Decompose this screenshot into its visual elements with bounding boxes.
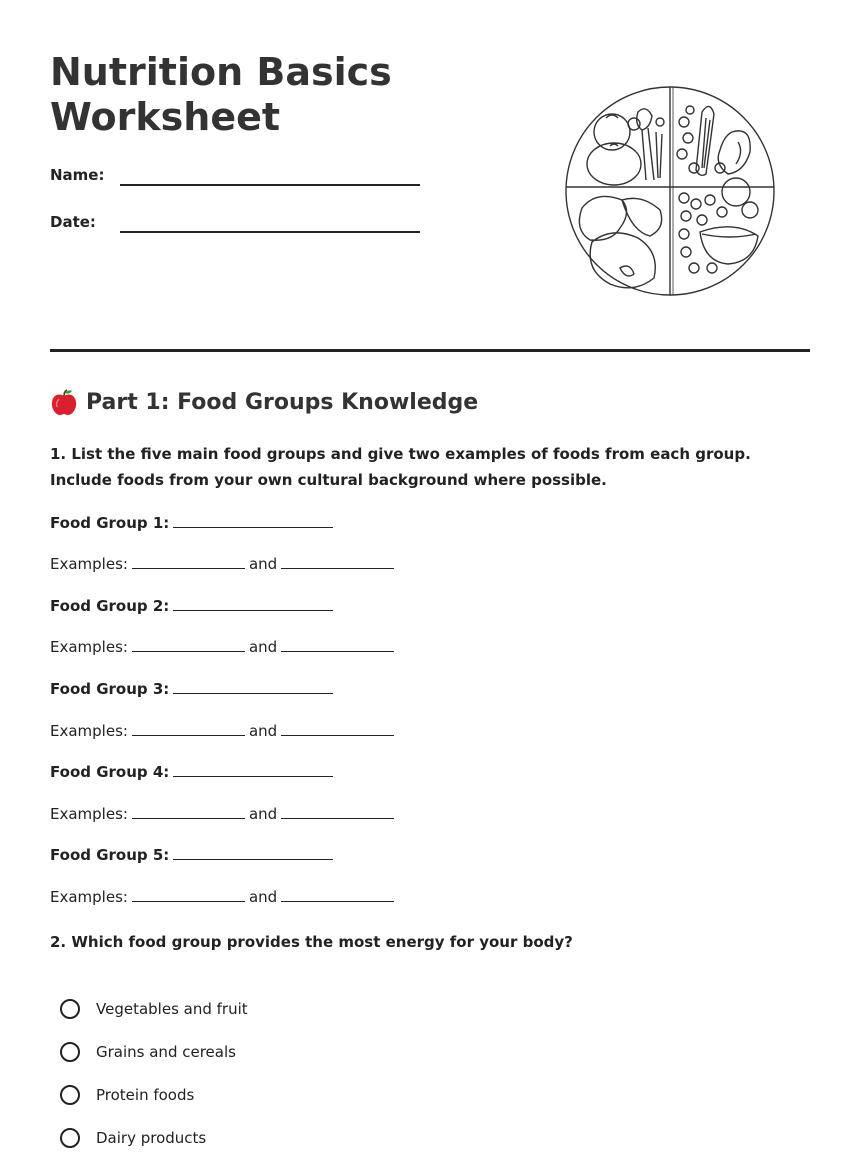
example-blank[interactable] (132, 637, 245, 652)
example-blank[interactable] (281, 804, 394, 819)
option-label: Protein foods (96, 1086, 195, 1104)
name-input-line[interactable] (120, 184, 420, 186)
examples-label: Examples: (50, 888, 128, 906)
food-group-3-row (50, 679, 333, 698)
date-input-line[interactable] (120, 231, 420, 233)
date-label: Date: (50, 213, 96, 231)
part-1-heading (50, 388, 478, 416)
food-group-label: Food Group 1: (50, 514, 170, 532)
examples-label: Examples: (50, 722, 128, 740)
example-blank[interactable] (132, 721, 245, 736)
examples-label: Examples: (50, 805, 128, 823)
example-blank[interactable] (132, 554, 245, 569)
examples-label: Examples: (50, 555, 128, 573)
food-group-label: Food Group 5: (50, 846, 170, 864)
name-label: Name: (50, 166, 105, 184)
food-group-label: Food Group 3: (50, 680, 170, 698)
and-text: and (248, 638, 278, 656)
question-2: 2. Which food group provides the most energy for your body? (50, 933, 573, 951)
and-text: and (248, 888, 278, 906)
food-plate-illustration (562, 82, 778, 300)
example-blank[interactable] (281, 637, 394, 652)
header-divider (50, 349, 810, 352)
examples-3-row (50, 721, 394, 740)
radio-button[interactable] (60, 1042, 80, 1062)
option-vegetables-fruit[interactable] (60, 996, 248, 1022)
title-line-2: Worksheet (50, 95, 281, 139)
radio-button[interactable] (60, 999, 80, 1019)
radio-button[interactable] (60, 1085, 80, 1105)
and-text: and (248, 555, 278, 573)
food-group-4-row (50, 762, 333, 781)
examples-5-row (50, 887, 394, 906)
examples-label: Examples: (50, 638, 128, 656)
apple-icon (50, 388, 78, 416)
question-1: 1. List the five main food groups and give two examples of foods from each group. Include foods from your own cultural background where possible. (50, 445, 751, 489)
food-group-2-row (50, 596, 333, 615)
radio-button[interactable] (60, 1128, 80, 1148)
food-group-3-blank[interactable] (173, 679, 333, 694)
food-group-1-row (50, 513, 333, 532)
option-dairy-products[interactable] (60, 1125, 206, 1151)
food-group-1-blank[interactable] (173, 513, 333, 528)
example-blank[interactable] (281, 721, 394, 736)
option-grains-cereals[interactable] (60, 1039, 236, 1065)
food-group-label: Food Group 4: (50, 763, 170, 781)
option-label: Dairy products (96, 1129, 207, 1147)
and-text: and (248, 722, 278, 740)
option-protein-foods[interactable] (60, 1082, 194, 1108)
example-blank[interactable] (281, 887, 394, 902)
food-group-4-blank[interactable] (173, 762, 333, 777)
part-1-heading-text: Part 1: Food Groups Knowledge (86, 389, 479, 415)
food-group-5-row (50, 845, 333, 864)
food-group-2-blank[interactable] (173, 596, 333, 611)
date-field (50, 213, 420, 241)
examples-4-row (50, 804, 394, 823)
option-label: Grains and cereals (96, 1043, 236, 1061)
example-blank[interactable] (132, 887, 245, 902)
food-group-label: Food Group 2: (50, 597, 170, 615)
example-blank[interactable] (132, 804, 245, 819)
examples-1-row (50, 554, 394, 573)
food-group-5-blank[interactable] (173, 845, 333, 860)
page-title (50, 50, 470, 140)
and-text: and (248, 805, 278, 823)
example-blank[interactable] (281, 554, 394, 569)
title-line-1: Nutrition Basics (50, 50, 392, 94)
option-label: Vegetables and fruit (96, 1000, 248, 1018)
name-field (50, 166, 420, 194)
examples-2-row (50, 637, 394, 656)
